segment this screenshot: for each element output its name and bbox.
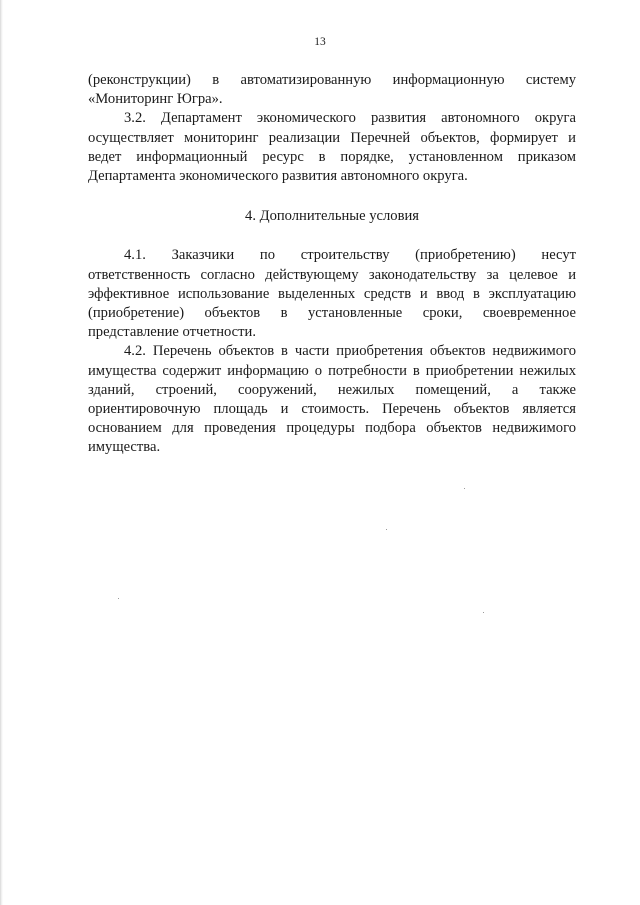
text-line: «Мониторинг Югра». [88, 91, 223, 108]
text-line: 4.2. Перечень объектов в части приобретения объектов недвижимого [124, 343, 576, 360]
text-line: зданий, строений, сооружений, нежилых помещений, а также [88, 381, 576, 398]
scan-edge-shadow [0, 0, 3, 905]
text-line: имущества содержит информацию о потребности в приобретении нежилых [88, 362, 576, 379]
text-line: ведет информационный ресурс в порядке, установленном приказом [88, 148, 576, 165]
page-number: 13 [314, 36, 326, 48]
scan-speck [118, 598, 119, 599]
text-line: ответственность согласно действующему законодательству за целевое и [88, 266, 576, 283]
scan-speck [483, 612, 484, 613]
paragraph-continuation [88, 71, 576, 109]
text-line: (реконструкции) в автоматизированную информационную систему [88, 72, 576, 88]
section-heading: 4. Дополнительные условия [245, 208, 419, 225]
text-line: эффективное использование выделенных средств и ввод в эксплуатацию [88, 285, 576, 302]
text-line: 3.2. Департамент экономического развития автономного округа [124, 110, 576, 127]
text-line: представление отчетности. [88, 324, 256, 341]
text-line: осуществляет мониторинг реализации Перечней объектов, формирует и [88, 129, 576, 146]
paragraph-4-1 [88, 246, 576, 342]
text-line: основанием для проведения процедуры подбора объектов недвижимого [88, 420, 576, 437]
paragraph-3-2 [88, 109, 576, 186]
scan-speck [386, 529, 387, 530]
text-line: (приобретение) объектов в установленные сроки, своевременное [88, 305, 576, 322]
scan-speck [464, 488, 465, 489]
text-line: Департамента экономического развития автономного округа. [88, 168, 468, 185]
text-line: ориентировочную площадь и стоимость. Перечень объектов является [88, 401, 576, 418]
paragraph-4-2 [88, 342, 576, 457]
text-line: 4.1. Заказчики по строительству (приобретению) несут [124, 247, 576, 264]
text-line: имущества. [88, 439, 161, 456]
document-body [88, 71, 576, 458]
